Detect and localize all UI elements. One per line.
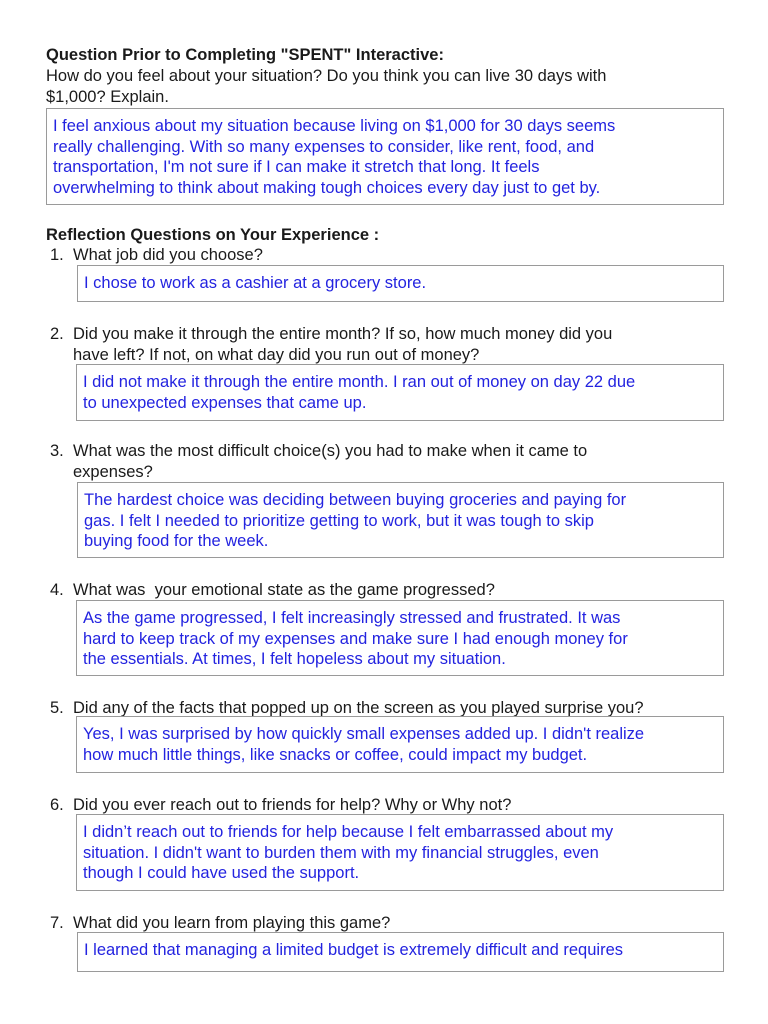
question-line: Did any of the facts that popped up on the screen as you played surprise you?	[73, 698, 644, 717]
answer-line: how much little things, like snacks or coffee, could impact my budget.	[83, 745, 588, 764]
answer-line: to unexpected expenses that came up.	[83, 393, 367, 412]
answer-line: overwhelming to think about making tough choices every day just to get by.	[53, 179, 601, 198]
answer-box-7[interactable]	[77, 932, 724, 972]
reflection-heading: Reflection Questions on Your Experience :	[46, 225, 380, 244]
question-line: expenses?	[73, 463, 153, 481]
question-line: Did you ever reach out to friends for help? Why or Why not?	[73, 795, 512, 814]
answer-line: the essentials. At times, I felt hopeless about my situation.	[83, 650, 506, 669]
answer-line: I learned that managing a limited budget is extremely difficult and requires	[84, 941, 623, 959]
answer-line: hard to keep track of my expenses and make sure I had enough money for	[83, 629, 628, 648]
question-line: Did you make it through the entire month? If so, how much money did you	[73, 324, 613, 343]
question-text	[73, 795, 511, 816]
question-line: What was the most difficult choice(s) you had to make when it came to	[73, 442, 588, 460]
question-text	[73, 441, 587, 483]
question-line: What was your emotional state as the game progressed?	[73, 580, 495, 599]
prior-question-answer-box[interactable]	[46, 108, 724, 205]
answer-line: buying food for the week.	[84, 532, 269, 551]
answer-line: though I could have used the support.	[83, 864, 360, 883]
question-text	[73, 580, 495, 601]
answer-box-4[interactable]	[76, 600, 724, 676]
answer-line: situation. I didn't want to burden them with my financial struggles, even	[83, 843, 599, 862]
answer-line: transportation, I'm not sure if I can make it stretch that long. It feels	[53, 158, 540, 177]
prior-question-prompt	[46, 66, 606, 108]
answer-box-6[interactable]	[76, 814, 724, 891]
question-text	[73, 913, 390, 934]
answer-line: The hardest choice was deciding between buying groceries and paying for	[84, 491, 627, 509]
question-number: 5.	[50, 698, 64, 717]
answer-box-3[interactable]	[77, 482, 724, 558]
answer-box-2[interactable]	[76, 364, 724, 421]
question-line: have left? If not, on what day did you run out of money?	[73, 345, 480, 364]
question-number: 1.	[50, 245, 64, 264]
answer-box-1[interactable]	[77, 265, 724, 302]
question-line: What job did you choose?	[73, 245, 263, 264]
question-text	[73, 324, 612, 366]
question-number: 7.	[50, 913, 64, 932]
answer-line: really challenging. With so many expenses to consider, like rent, food, and	[53, 137, 595, 156]
answer-line: I feel anxious about my situation because living on $1,000 for 30 days seems	[53, 117, 616, 135]
question-number: 2.	[50, 324, 64, 343]
prompt-line: How do you feel about your situation? Do you think you can live 30 days with	[46, 67, 607, 85]
answer-line: I did not make it through the entire month. I ran out of money on day 22 due	[83, 373, 636, 391]
answer-line: gas. I felt I needed to prioritize getting to work, but it was tough to skip	[84, 511, 594, 530]
question-number: 4.	[50, 580, 64, 599]
answer-line: I didn’t reach out to friends for help because I felt embarrassed about my	[83, 823, 614, 841]
answer-line: As the game progressed, I felt increasingly stressed and frustrated. It was	[83, 609, 621, 627]
question-text	[73, 245, 263, 266]
prompt-line: $1,000? Explain.	[46, 88, 169, 106]
answer-line: Yes, I was surprised by how quickly small expenses added up. I didn't realize	[83, 725, 645, 743]
answer-line: I chose to work as a cashier at a grocery store.	[84, 274, 427, 292]
question-number: 6.	[50, 795, 64, 814]
question-number: 3.	[50, 442, 64, 460]
answer-box-5[interactable]	[76, 716, 724, 773]
prior-question-heading: Question Prior to Completing "SPENT" Interactive:	[46, 46, 444, 64]
question-line: What did you learn from playing this game?	[73, 913, 391, 932]
